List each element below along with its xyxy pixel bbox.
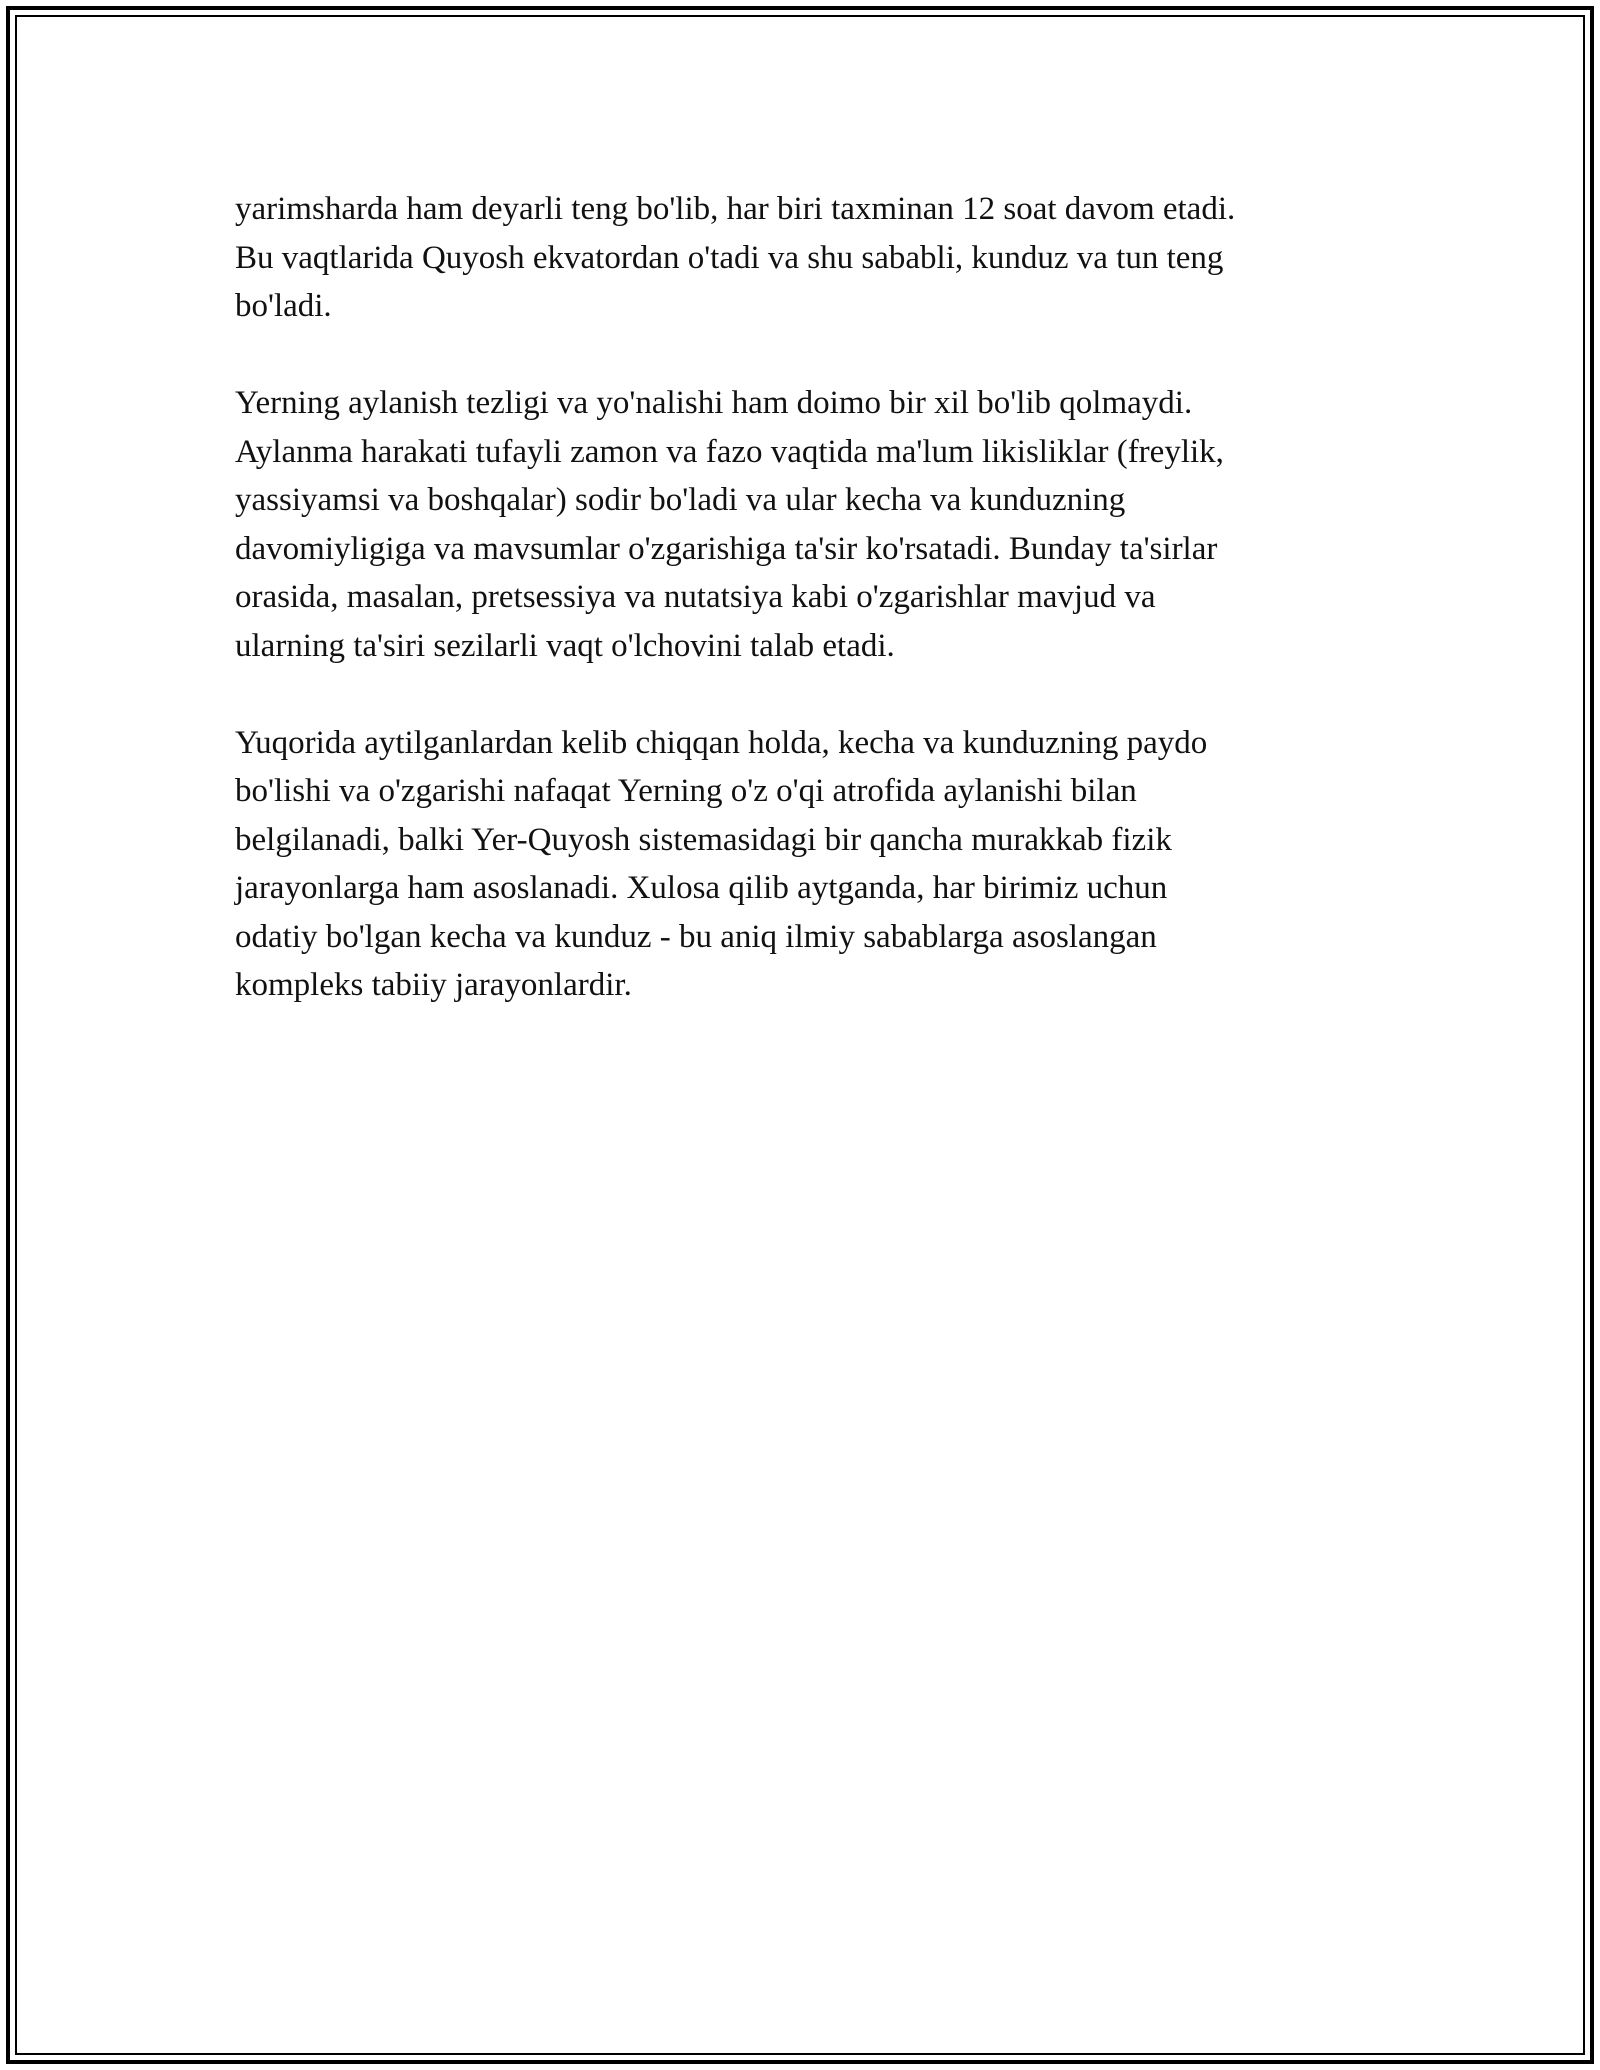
paragraph-1 xyxy=(235,185,1365,331)
text-line: belgilanadi, balki Yer-Quyosh sistemasidagi bir qancha murakkab fizik xyxy=(235,821,1172,858)
text-line: ularning ta'siri sezilarli vaqt o'lchovini talab etadi. xyxy=(235,627,895,664)
document-body xyxy=(235,185,1365,1058)
text-line: Yuqorida aytilganlardan kelib chiqqan holda, kecha va kunduzning paydo xyxy=(235,724,1208,761)
text-line: Bu vaqtlarida Quyosh ekvatordan o'tadi va shu sababli, kunduz va tun teng xyxy=(235,239,1224,276)
paragraph-2 xyxy=(235,379,1365,670)
text-line: Yerning aylanish tezligi va yo'nalishi ham doimo bir xil bo'lib qolmaydi. xyxy=(235,385,1193,421)
text-line: jarayonlarga ham asoslanadi. Xulosa qilib aytganda, har birimiz uchun xyxy=(235,870,1168,906)
text-line: bo'lishi va o'zgarishi nafaqat Yerning o'z o'qi atrofida aylanishi bilan xyxy=(235,773,1137,809)
paragraph-3 xyxy=(235,719,1365,1010)
text-line: Aylanma harakati tufayli zamon va fazo vaqtida ma'lum likisliklar (freylik, xyxy=(235,433,1224,470)
text-line: yassiyamsi va boshqalar) sodir bo'ladi va ular kecha va kunduzning xyxy=(235,482,1126,518)
text-line: kompleks tabiiy jarayonlardir. xyxy=(235,967,632,1003)
text-line: yarimsharda ham deyarli teng bo'lib, har biri taxminan 12 soat davom etadi. xyxy=(235,191,1236,227)
text-line: orasida, masalan, pretsessiya va nutatsiya kabi o'zgarishlar mavjud va xyxy=(235,579,1156,615)
text-line: odatiy bo'lgan kecha va kunduz - bu aniq ilmiy sabablarga asoslangan xyxy=(235,918,1157,955)
text-line: bo'ladi. xyxy=(235,288,332,324)
text-line: davomiyligiga va mavsumlar o'zgarishiga ta'sir ko'rsatadi. Bunday ta'sirlar xyxy=(235,530,1218,567)
